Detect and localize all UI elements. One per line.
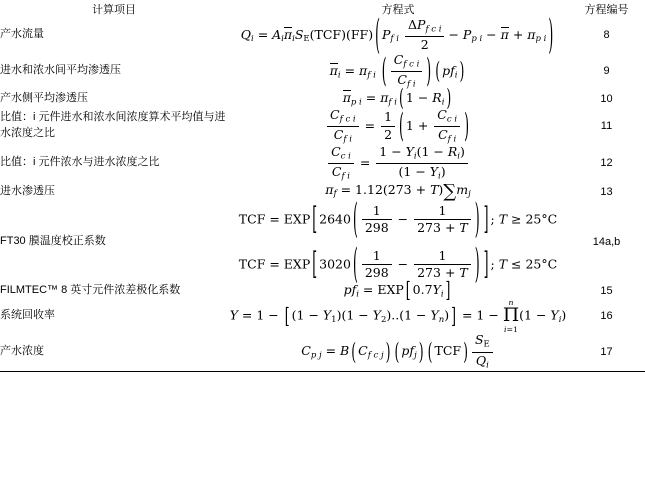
table-row (0, 90, 645, 108)
row-label: 进水和浓水间平均渗透压 (0, 64, 121, 77)
row-equation: $pf_i$ = EXP [ $0.7Y_i$ ] (343, 276, 451, 302)
table-row (0, 145, 645, 182)
row-label: 产水侧平均渗透压 (0, 91, 88, 104)
row-equation: $\pi_f = 1.12(273 + T)\sum m_j$ (325, 181, 471, 203)
row-label: FILMTEC™ 8 英寸元件浓差极化系数 (0, 283, 181, 296)
row-equation: $Q_i = A_i\pi_iS_E(TCF)(FF)$ ( $P_{f i}$ $\frac{\Delta P_{f c i}}{2}$ − $P_{p i} - \pi + \pi_{p i}$ ) (240, 9, 554, 58)
row-number: 10 (600, 92, 613, 105)
row-number: 17 (568, 333, 645, 371)
table-row (0, 53, 645, 90)
row-label: 比值：i 元件浓水与进水浓度之比 (0, 156, 160, 169)
row-label: FT30 膜温度校正系数 (0, 235, 106, 248)
row-number: 15 (600, 284, 613, 297)
row-equation: $\frac{C_{f c i}}{C_{f i}}$ = $\frac{1}{2}$ ( 1 + $\frac{C_{c i}}{C_{f i}}$ ) (228, 108, 568, 145)
row-label: 产水浓度 (0, 333, 228, 371)
row-number: 8 (603, 29, 610, 42)
table-row (0, 18, 645, 53)
row-label: 系统回收率 (0, 309, 55, 322)
row-equation: $C_{p j} = B$ ( $C_{f c j}$ ) ( $pf_j$ ) ( TCF ) $\frac{S_E}{Q_i}$ (228, 333, 568, 371)
column-header-equation: 方程式 (381, 4, 415, 16)
row-number: 11 (600, 120, 613, 133)
row-equation: $\pi_{p i} = \pi_{f i}$ ( $1 - R_i$ ) (342, 82, 452, 112)
row-equation: Y = 1 − [ $(1 - Y_1)(1 - Y_2)..(1 - Y_n)$ ] = 1 − n Π i=1 $(1 - Y_i)$ (229, 298, 567, 334)
row-number: 12 (600, 157, 613, 170)
row-equation: $\frac{C_{c i}}{C_{f i}}$ = $\frac{1 - Y_i(1 - R_i)}{(1 - Y_i)}$ (228, 145, 568, 182)
table-row (0, 108, 645, 145)
row-equation (228, 194, 568, 287)
row-number: 9 (603, 65, 610, 78)
row-number: 13 (600, 186, 613, 199)
table-row (0, 283, 645, 300)
column-header-number: 方程编号 (584, 4, 629, 16)
equation-line-1: TCF = EXP [ 2640 ( $\frac{1}{298}$ − $\frac{1}{273 + T}$ ) ] ; T ≥ 25°C (238, 194, 558, 243)
column-header-item: 计算项目 (92, 4, 136, 16)
table-row (0, 182, 645, 202)
row-label: 比值：i 元件进水和浓水间浓度算术平均值与进水浓度之比 (0, 111, 226, 140)
table-row (0, 202, 645, 283)
equation-line-2: TCF = EXP [ 3020 ( $\frac{1}{298}$ − $\frac{1}{273 + T}$ ) ] ; T ≤ 25°C (238, 238, 558, 287)
row-label: 产水流量 (0, 28, 44, 41)
row-equation: $\pi_i = \pi_{f i}$ ( $\frac{C_{f c i}}{C_{f i}}$ ) ( $pf_i$ ) (329, 50, 465, 90)
row-label: 进水渗透压 (0, 185, 55, 198)
table-row (0, 299, 645, 333)
row-number: 16 (600, 310, 613, 323)
table-row (0, 333, 645, 371)
row-number: 14a,b (592, 236, 621, 249)
